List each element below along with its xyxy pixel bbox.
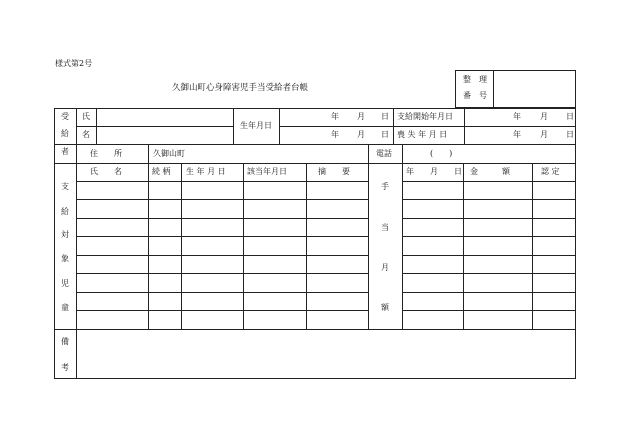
loss-date-label: 喪 失 年 月 日 — [397, 130, 448, 139]
allowance-approval-header: 認 定 — [541, 167, 560, 176]
child-relation-header: 続 柄 — [152, 167, 171, 176]
form-number: 様式第2号 — [55, 59, 93, 68]
ledger-table — [54, 108, 576, 379]
phone-parens: ( ) — [430, 149, 453, 158]
allowance-amount-header: 金 額 — [470, 167, 510, 176]
jukyusha-side-1: 受 — [61, 112, 69, 121]
child-name-header: 氏 名 — [90, 167, 122, 176]
bikou-label-1: 備 — [61, 337, 69, 346]
bikou-label-2: 考 — [61, 363, 69, 372]
address-value: 久御山町 — [153, 149, 185, 158]
child-birth-header: 生 年 月 日 — [186, 167, 226, 176]
child-summary-header: 摘 要 — [318, 167, 350, 176]
seiri-label: 整 理 — [463, 75, 487, 84]
allowance-date-header: 年 月 日 — [406, 167, 462, 176]
birth-date-label: 生年月日 — [240, 121, 272, 130]
jukyusha-side-3: 者 — [61, 147, 69, 156]
shi-label: 氏 — [82, 112, 90, 121]
child-applicable-header: 該当年月日 — [247, 167, 287, 176]
form-title: 久御山町心身障害児手当受給者台帳 — [172, 83, 309, 93]
phone-label: 電話 — [376, 149, 392, 158]
mei-label: 名 — [82, 130, 90, 139]
address-label: 住 所 — [90, 149, 122, 158]
bango-label: 番 号 — [463, 91, 487, 100]
start-date-label: 支給開始年月日 — [397, 112, 453, 121]
jukyusha-side-2: 給 — [61, 129, 69, 138]
